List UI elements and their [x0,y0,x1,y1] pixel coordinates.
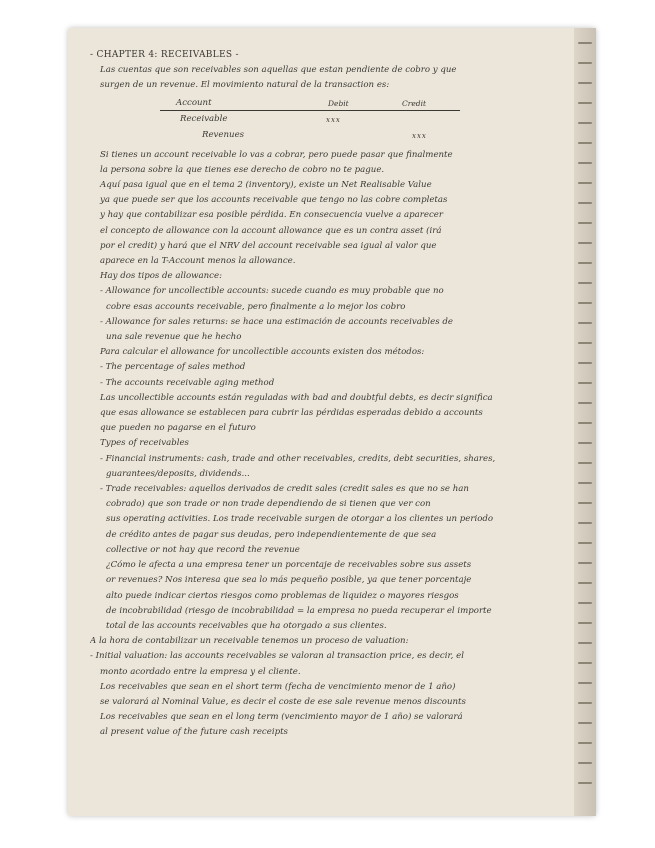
note-line: aparece en la T-Account menos la allowance. [100,256,296,267]
spiral-ring [578,622,592,624]
spiral-ring [578,242,592,244]
spiral-ring [578,122,592,124]
spiral-ring [578,282,592,284]
note-line: ¿Cómo le afecta a una empresa tener un porcentaje de receivables sobre sus assets [106,560,472,571]
note-line: y hay que contabilizar esa posible pérdida. En consecuencia vuelve a aparecer [100,210,443,221]
note-line: - Allowance for uncollectible accounts: sucede cuando es muy probable que no [100,286,444,297]
spiral-ring [578,722,592,724]
note-line: total de las accounts receivables que ha otorgado a sus clientes. [106,620,387,631]
ledger-row-receivable-debit: xxx [326,115,341,124]
ledger-row-receivable: Receivable [180,113,228,124]
ledger-header [160,96,460,111]
note-line: al present value of the future cash receipts [100,727,288,738]
ledger-col-account: Account [176,97,212,108]
intro-line: surgen de un revenue. El movimiento natural de la transaction es: [100,80,390,91]
note-line: monto acordado entre la empresa y el cliente. [100,666,301,677]
spiral-ring [578,362,592,364]
spiral-ring [578,522,592,524]
note-line: A la hora de contabilizar un receivable tenemos un proceso de valuation: [90,636,409,647]
note-line: sus operating activities. Los trade receivable surgen de otorgar a los clientes un periodo [106,514,494,525]
spiral-ring [578,142,592,144]
note-line: una sale revenue que he hecho [106,332,242,343]
note-line: Aquí pasa igual que en el tema 2 (inventory), existe un Net Realisable Value [100,180,432,191]
note-line: - The percentage of sales method [100,362,246,373]
note-line: que pueden no pagarse en el futuro [100,423,256,434]
note-line: que esas allowance se establecen para cubrir las pérdidas esperadas debido a accounts [100,408,483,419]
ledger-row-revenues: Revenues [202,129,245,140]
spiral-ring [578,322,592,324]
spiral-ring [578,502,592,504]
ledger-col-debit: Debit [328,98,349,108]
spiral-ring [578,342,592,344]
spiral-ring [578,482,592,484]
notebook-spine [574,28,596,816]
spiral-ring [578,162,592,164]
spiral-ring [578,782,592,784]
note-line: de crédito antes de pagar sus deudas, pero independientemente de que sea [106,529,437,540]
note-line: Los receivables que sean en el short term (fecha de vencimiento menor de 1 año) [100,681,456,692]
note-line: cobrado) que son trade or non trade dependiendo de si tienen que ver con [106,499,431,510]
note-line: - The accounts receivable aging method [100,377,275,388]
note-line: guarantees/deposits, dividends... [106,468,250,479]
notebook-page [68,28,596,816]
note-line: Types of receivables [100,438,189,449]
chapter-title: - CHAPTER 4: RECEIVABLES - [90,50,239,60]
note-line: - Initial valuation: las accounts receivables se valoran al transaction price, es decir, el [90,651,464,662]
note-line: Si tienes un account receivable lo vas a cobrar, pero puede pasar que finalmente [100,149,453,160]
ledger-row-revenues-credit: xxx [412,131,427,140]
spiral-ring [578,762,592,764]
intro-line: Las cuentas que son receivables son aquellas que estan pendiente de cobro y que [100,65,457,76]
spiral-ring [578,182,592,184]
spiral-ring [578,382,592,384]
spiral-ring [578,222,592,224]
ledger-col-credit: Credit [402,98,426,108]
note-line: la persona sobre la que tienes ese derecho de cobro no te pague. [100,164,385,175]
spiral-ring [578,42,592,44]
note-line: Las uncollectible accounts están reguladas with bad and doubtful debts, es decir significa [100,392,493,403]
spiral-ring [578,262,592,264]
spiral-ring [578,582,592,584]
spiral-ring [578,602,592,604]
note-line: - Allowance for sales returns: se hace una estimación de accounts receivables de [100,316,453,327]
note-line: - Financial instruments: cash, trade and other receivables, credits, debt securities, shares, [100,453,496,464]
note-line: se valorará al Nominal Value, es decir el coste de ese sale revenue menos discounts [100,696,466,707]
note-line: Hay dos tipos de allowance: [100,271,222,282]
spiral-ring [578,662,592,664]
spiral-ring [578,82,592,84]
spiral-ring [578,402,592,404]
spiral-ring [578,462,592,464]
note-line: alto puede indicar ciertos riesgos como problemas de liquidez o mayores riesgos [106,590,459,601]
spiral-ring [578,542,592,544]
spiral-ring [578,642,592,644]
spiral-ring [578,442,592,444]
spiral-ring [578,102,592,104]
spiral-ring [578,682,592,684]
note-line: el concepto de allowance con la account allowance que es un contra asset (irá [100,225,442,236]
handwritten-notes [90,48,570,741]
note-line: cobre esas accounts receivable, pero finalmente a lo mejor los cobro [106,301,406,312]
spiral-ring [578,422,592,424]
note-line: - Trade receivables: aquellos derivados de credit sales (credit sales es que no se han [100,484,469,495]
spiral-ring [578,562,592,564]
spiral-ring [578,302,592,304]
note-line: de incobrabilidad (riesgo de incobrabilidad = la empresa no pueda recuperar el importe [106,605,492,616]
spiral-ring [578,202,592,204]
note-line: collective or not hay que record the revenue [106,544,300,555]
spiral-ring [578,702,592,704]
t-account-ledger [90,96,570,146]
note-line: Los receivables que sean en el long term (vencimiento mayor de 1 año) se valorará [100,712,463,723]
spiral-ring [578,742,592,744]
note-line: por el credit) y hará que el NRV del account receivable sea igual al valor que [100,240,437,251]
note-line: Para calcular el allowance for uncollectible accounts existen dos métodos: [100,347,425,358]
note-line: ya que puede ser que los accounts receivable que tengo no las cobre completas [100,195,448,206]
note-line: or revenues? Nos interesa que sea lo más pequeño posible, ya que tener porcentaje [106,575,472,586]
spiral-ring [578,62,592,64]
